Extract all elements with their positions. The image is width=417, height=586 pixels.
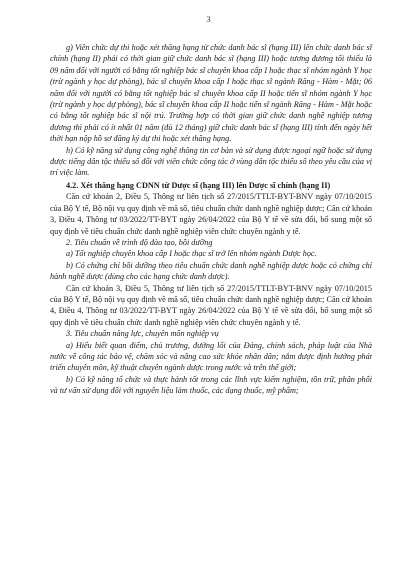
paragraph-legal-basis-2: Căn cứ khoản 3, Điều 5, Thông tư liên tịch số 27/2015/TTLT-BYT-BNV ngày 07/10/2015 của Bộ Y tế, Bộ nội vụ quy định về mã số, tiêu chuẩn chức danh nghề nghiệp dược; Căn cứ khoản 4, Điều 4, Thông tư 03/2022/TT-BYT ngày 26/04/2022 của Bộ Y tế về sửa đổi, bổ sung một số quy định về tiêu chuẩn chức danh nghề nghiệp viên chức chuyên ngành y tế. (50, 283, 372, 327)
subheading-competency-standards: 3. Tiêu chuẩn năng lực, chuyên môn nghiệp vụ (66, 329, 219, 339)
paragraph-b-certificate: b) Có chứng chỉ bồi dưỡng theo tiêu chuẩn chức danh nghề nghiệp dược hoặc có chứng chỉ hành nghề dược (dùng cho các hạng chức danh dược). (50, 260, 372, 282)
section-heading-4-2: 4.2. Xét thăng hạng CDNN từ Dược sĩ (hạng III) lên Dược sĩ chính (hạng II) (66, 180, 331, 190)
subheading-training-standards: 2. Tiêu chuẩn về trình độ đào tạo, bồi dưỡng (66, 237, 213, 247)
paragraph-g-requirement: g) Viên chức dự thi hoặc xét thăng hạng từ chức danh bác sĩ (hạng III) lên chức danh bác sĩ chính (hạng II) phải có thời gian giữ chức danh bác sĩ (hạng III) hoặc tương đương tối thiểu là 09 năm đối với người có bằng tốt nghiệp bác sĩ chuyên khoa cấp I hoặc thạc sĩ nhóm ngành Y học (trừ ngành y học dự phòng), bác sĩ chuyên khoa cấp I hoặc thạc sĩ ngành Răng - Hàm - Mặt; 06 năm đối với người có bằng tốt nghiệp bác sĩ chuyên khoa cấp II hoặc tiến sĩ nhóm ngành Y học (trừ ngành y học dự phòng), bác sĩ chuyên khoa cấp II hoặc tiến sĩ ngành Răng - Hàm - Mặt hoặc có bằng tốt nghiệp bác sĩ nội trú. Trường hợp có thời gian giữ chức danh nghề nghiệp tương đương thì phải có ít nhất 01 năm (đủ 12 tháng) giữ chức danh bác sĩ (hạng III) tính đến ngày hết thời hạn nộp hồ sơ đăng ký dự thi hoặc xét thăng hạng. (50, 43, 372, 144)
paragraph-a-policy-knowledge: a) Hiểu biết quan điểm, chủ trương, đường lối của Đảng, chính sách, pháp luật của Nhà nước về công tác bảo vệ, chăm sóc và nâng cao sức khỏe nhân dân; nắm được định hướng phát triển chuyên môn, kỹ thuật chuyên ngành dược trong nước và trên thế giới; (50, 340, 372, 373)
page-number: 3 (206, 14, 211, 24)
paragraph-h-it-language: h) Có kỹ năng sử dụng công nghệ thông tin cơ bản và sử dụng được ngoại ngữ hoặc sử dụng được tiếng dân tộc thiểu số đối với viên chức công tác ở vùng dân tộc thiểu số theo yêu cầu của vị trí việc làm. (50, 145, 372, 178)
paragraph-b-skills: b) Có kỹ năng tổ chức và thực hành tốt trong các lĩnh vực kiểm nghiệm, tồn trữ, phân phối và tư vấn sử dụng đối với nguyên liệu làm thuốc, các dạng thuốc, mỹ phẩm; (50, 374, 372, 396)
paragraph-a-degree: a) Tốt nghiệp chuyên khoa cấp I hoặc thạc sĩ trở lên nhóm ngành Dược học. (66, 249, 317, 259)
paragraph-legal-basis-1: Căn cứ khoản 2, Điều 5, Thông tư liên tịch số 27/2015/TTLT-BYT-BNV ngày 07/10/2015 của Bộ Y tế, Bộ nội vụ quy định về mã số, tiêu chuẩn chức danh nghề nghiệp dược; Căn cứ khoản 3, Điều 4, Thông tư 03/2022/TT-BYT ngày 26/04/2022 của Bộ Y tế về sửa đổi, bổ sung một số quy định về tiêu chuẩn chức danh nghề nghiệp viên chức chuyên ngành y tế. (50, 192, 372, 236)
